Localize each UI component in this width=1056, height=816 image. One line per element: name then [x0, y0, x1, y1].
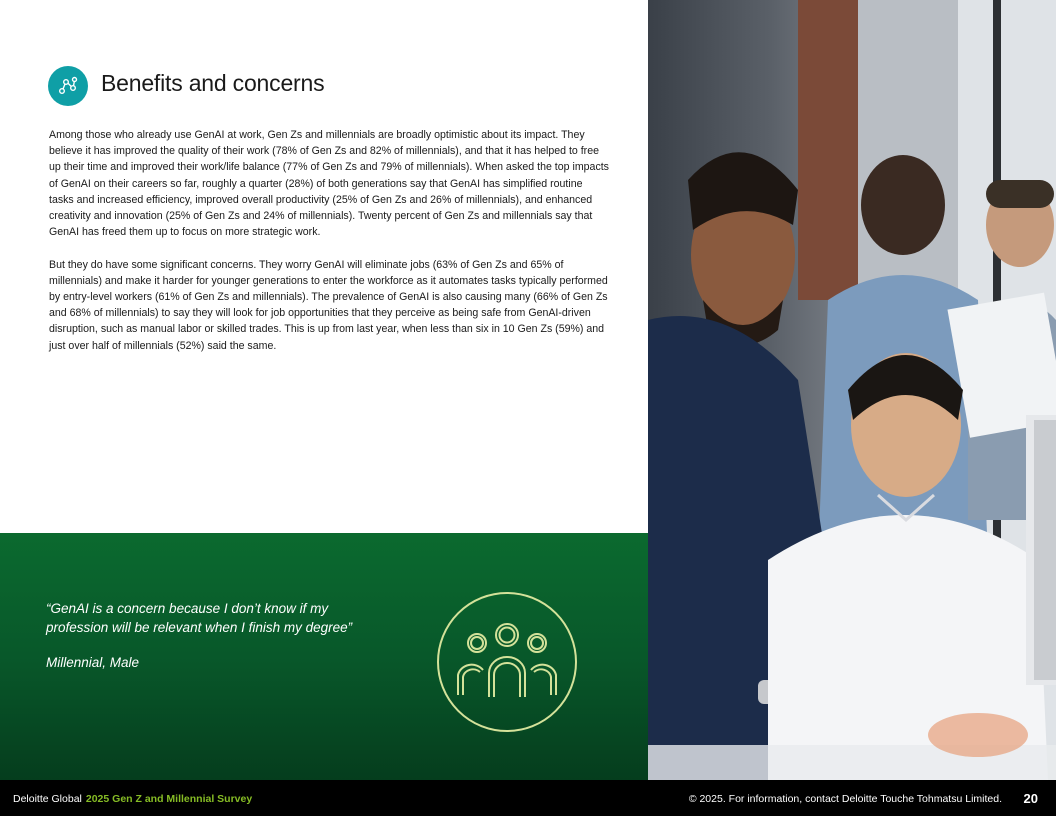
- quote-author: Millennial, Male: [46, 655, 140, 670]
- page-number: 20: [1023, 791, 1038, 806]
- office-team-photo: [648, 0, 1056, 780]
- footer-survey-title: 2025 Gen Z and Millennial Survey: [85, 793, 253, 805]
- body-text: [49, 127, 609, 370]
- footer-brand-name: Deloitte Global: [13, 793, 82, 805]
- content-panel: [0, 0, 648, 533]
- network-nodes-icon: [48, 66, 88, 106]
- footer-brand: [13, 793, 252, 805]
- footer: [0, 780, 1056, 816]
- quote-panel: [0, 533, 648, 780]
- body-paragraph-2: But they do have some significant concerns. They worry GenAI will eliminate jobs (63% of Gen Zs and 65% of millennials) and make it harder for younger generations to enter the workforce as it automates tasks typically performed by entry-level workers (61% of Gen Zs and millennials). The prevalence of GenAI is also causing many (66% of Gen Zs and 68% of millennials) to say they will look for job opportunities that they perceive as being safe from GenAI-driven disruption, such as manual labor or skilled trades. This is up from last year, when less than six in 10 Gen Zs (59%) and just over half of millennials (52%) said the same.: [49, 258, 608, 352]
- people-group-icon: [436, 591, 578, 733]
- quote-text: “GenAI is a concern because I don’t know if my profession will be relevant when I finish my degree”: [46, 601, 353, 635]
- body-paragraph-1: Among those who already use GenAI at work, Gen Zs and millennials are broadly optimistic about its impact. They believe it has improved the quality of their work (78% of Gen Zs and 82% of millennials), and that it has helped to free up their time and improved their work/life balance (77% of Gen Zs and 79% of millennials). When asked the top impacts of GenAI on their careers so far, roughly a quarter (28%) of both generations say that GenAI has simplified routine tasks and increased efficiency, improved overall productivity (25% of Gen Zs and 26% of millennials), and enhanced creativity and innovation (25% of Gen Zs and 24% of millennials). Twenty percent of Gen Zs and millennials say that GenAI has freed them up to focus on more strategic work.: [49, 129, 609, 239]
- section-title: Benefits and concerns: [101, 70, 325, 96]
- footer-copyright: © 2025. For information, contact Deloitte Touche Tohmatsu Limited.: [688, 793, 1002, 805]
